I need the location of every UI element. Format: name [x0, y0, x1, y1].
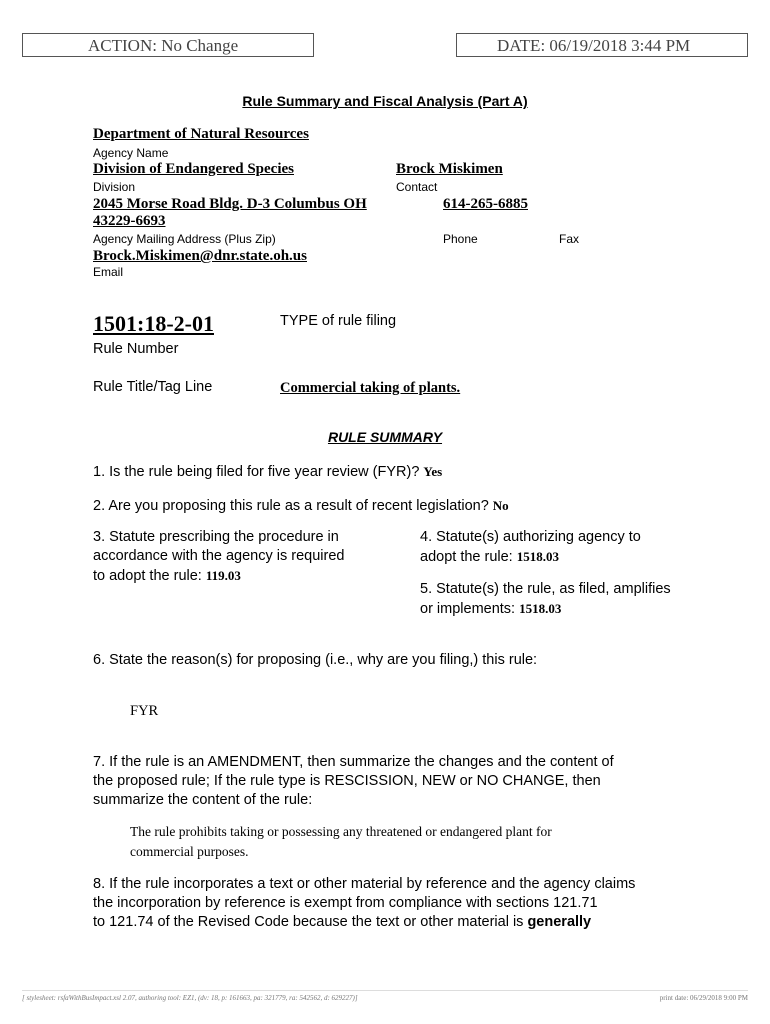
agency-name-label: Agency Name — [93, 146, 169, 160]
question-8-line2: the incorporation by reference is exempt from compliance with sections 121.71 — [93, 895, 598, 911]
question-1 — [93, 462, 442, 482]
question-7-line1: 7. If the rule is an AMENDMENT, then summarize the changes and the content of — [93, 754, 614, 770]
question-7-line2: the proposed rule; If the rule type is RESCISSION, NEW or NO CHANGE, then — [93, 773, 601, 789]
phone-label: Phone — [443, 232, 478, 246]
email-label: Email — [93, 265, 124, 279]
question-1-answer: Yes — [423, 464, 443, 479]
question-1-text: 1. Is the rule being filed for five year review (FYR)? — [93, 464, 420, 480]
question-3-line2: accordance with the agency is required — [93, 548, 345, 564]
footer-print-date: print date: 06/29/2018 9:00 PM — [659, 994, 748, 1002]
question-5-answer: 1518.03 — [519, 601, 562, 616]
agency-name: Department of Natural Resources — [93, 126, 309, 142]
question-5-line1: 5. Statute(s) the rule, as filed, amplifies — [420, 581, 671, 597]
question-3-line1: 3. Statute prescribing the procedure in — [93, 529, 339, 545]
action-box — [22, 33, 314, 57]
question-4 — [420, 528, 641, 567]
footer-stylesheet-info: [ stylesheet: rsfaWithBusImpact.xsl 2.07, authoring tool: EZ1, (dv: 18, p: 161663, pa: 321779, ra: 542562, d: 629227)] — [22, 994, 358, 1002]
action-text: ACTION: No Change — [88, 36, 239, 55]
address-line2: 43229-6693 — [93, 213, 166, 229]
question-6-text: 6. State the reason(s) for proposing (i.e., why are you filing,) this rule: — [93, 652, 538, 668]
contact-name: Brock Miskimen — [396, 161, 503, 177]
question-4-line1: 4. Statute(s) authorizing agency to — [420, 529, 641, 545]
phone-value: 614-265-6885 — [443, 196, 528, 212]
question-5 — [420, 580, 671, 619]
rule-type-label: TYPE of rule filing — [280, 313, 397, 329]
question-8-line3-bold: generally — [527, 914, 592, 930]
question-4-line2: adopt the rule: — [420, 549, 513, 565]
question-3 — [93, 528, 344, 586]
contact-label: Contact — [396, 180, 438, 194]
question-8-line1: 8. If the rule incorporates a text or other material by reference and the agency claims — [93, 876, 636, 892]
question-8 — [93, 875, 635, 932]
email-value: Brock.Miskimen@dnr.state.oh.us — [93, 248, 307, 264]
question-2 — [93, 496, 509, 516]
question-8-line3: to 121.74 of the Revised Code because the text or other material is — [93, 914, 524, 930]
question-3-answer: 119.03 — [205, 568, 241, 583]
question-7-answer — [130, 822, 552, 862]
rule-number-label: Rule Number — [93, 341, 179, 357]
question-7 — [93, 753, 614, 810]
date-text: DATE: 06/19/2018 3:44 PM — [497, 36, 691, 55]
date-box — [456, 33, 748, 57]
question-3-line3: to adopt the rule: — [93, 568, 202, 584]
question-2-answer: No — [492, 498, 509, 513]
question-5-line2: or implements: — [420, 601, 516, 617]
summary-heading: RULE SUMMARY — [327, 429, 443, 445]
address-line1: 2045 Morse Road Bldg. D-3 Columbus OH — [93, 196, 367, 212]
division-name: Division of Endangered Species — [93, 161, 294, 177]
fax-label: Fax — [559, 232, 580, 246]
rule-number: 1501:18-2-01 — [93, 311, 214, 336]
footer-divider — [22, 990, 748, 991]
page-title: Rule Summary and Fiscal Analysis (Part A) — [242, 93, 528, 109]
address-label: Agency Mailing Address (Plus Zip) — [93, 232, 276, 246]
question-7-answer-line2: commercial purposes. — [130, 844, 249, 859]
division-label: Division — [93, 180, 136, 194]
question-6-answer: FYR — [130, 703, 159, 719]
question-7-answer-line1: The rule prohibits taking or possessing any threatened or endangered plant for — [130, 824, 552, 839]
rule-title-label: Rule Title/Tag Line — [93, 379, 213, 395]
question-2-text: 2. Are you proposing this rule as a result of recent legislation? — [93, 498, 489, 514]
rule-title: Commercial taking of plants. — [280, 380, 461, 396]
question-7-line3: summarize the content of the rule: — [93, 792, 313, 808]
question-4-answer: 1518.03 — [516, 549, 559, 564]
